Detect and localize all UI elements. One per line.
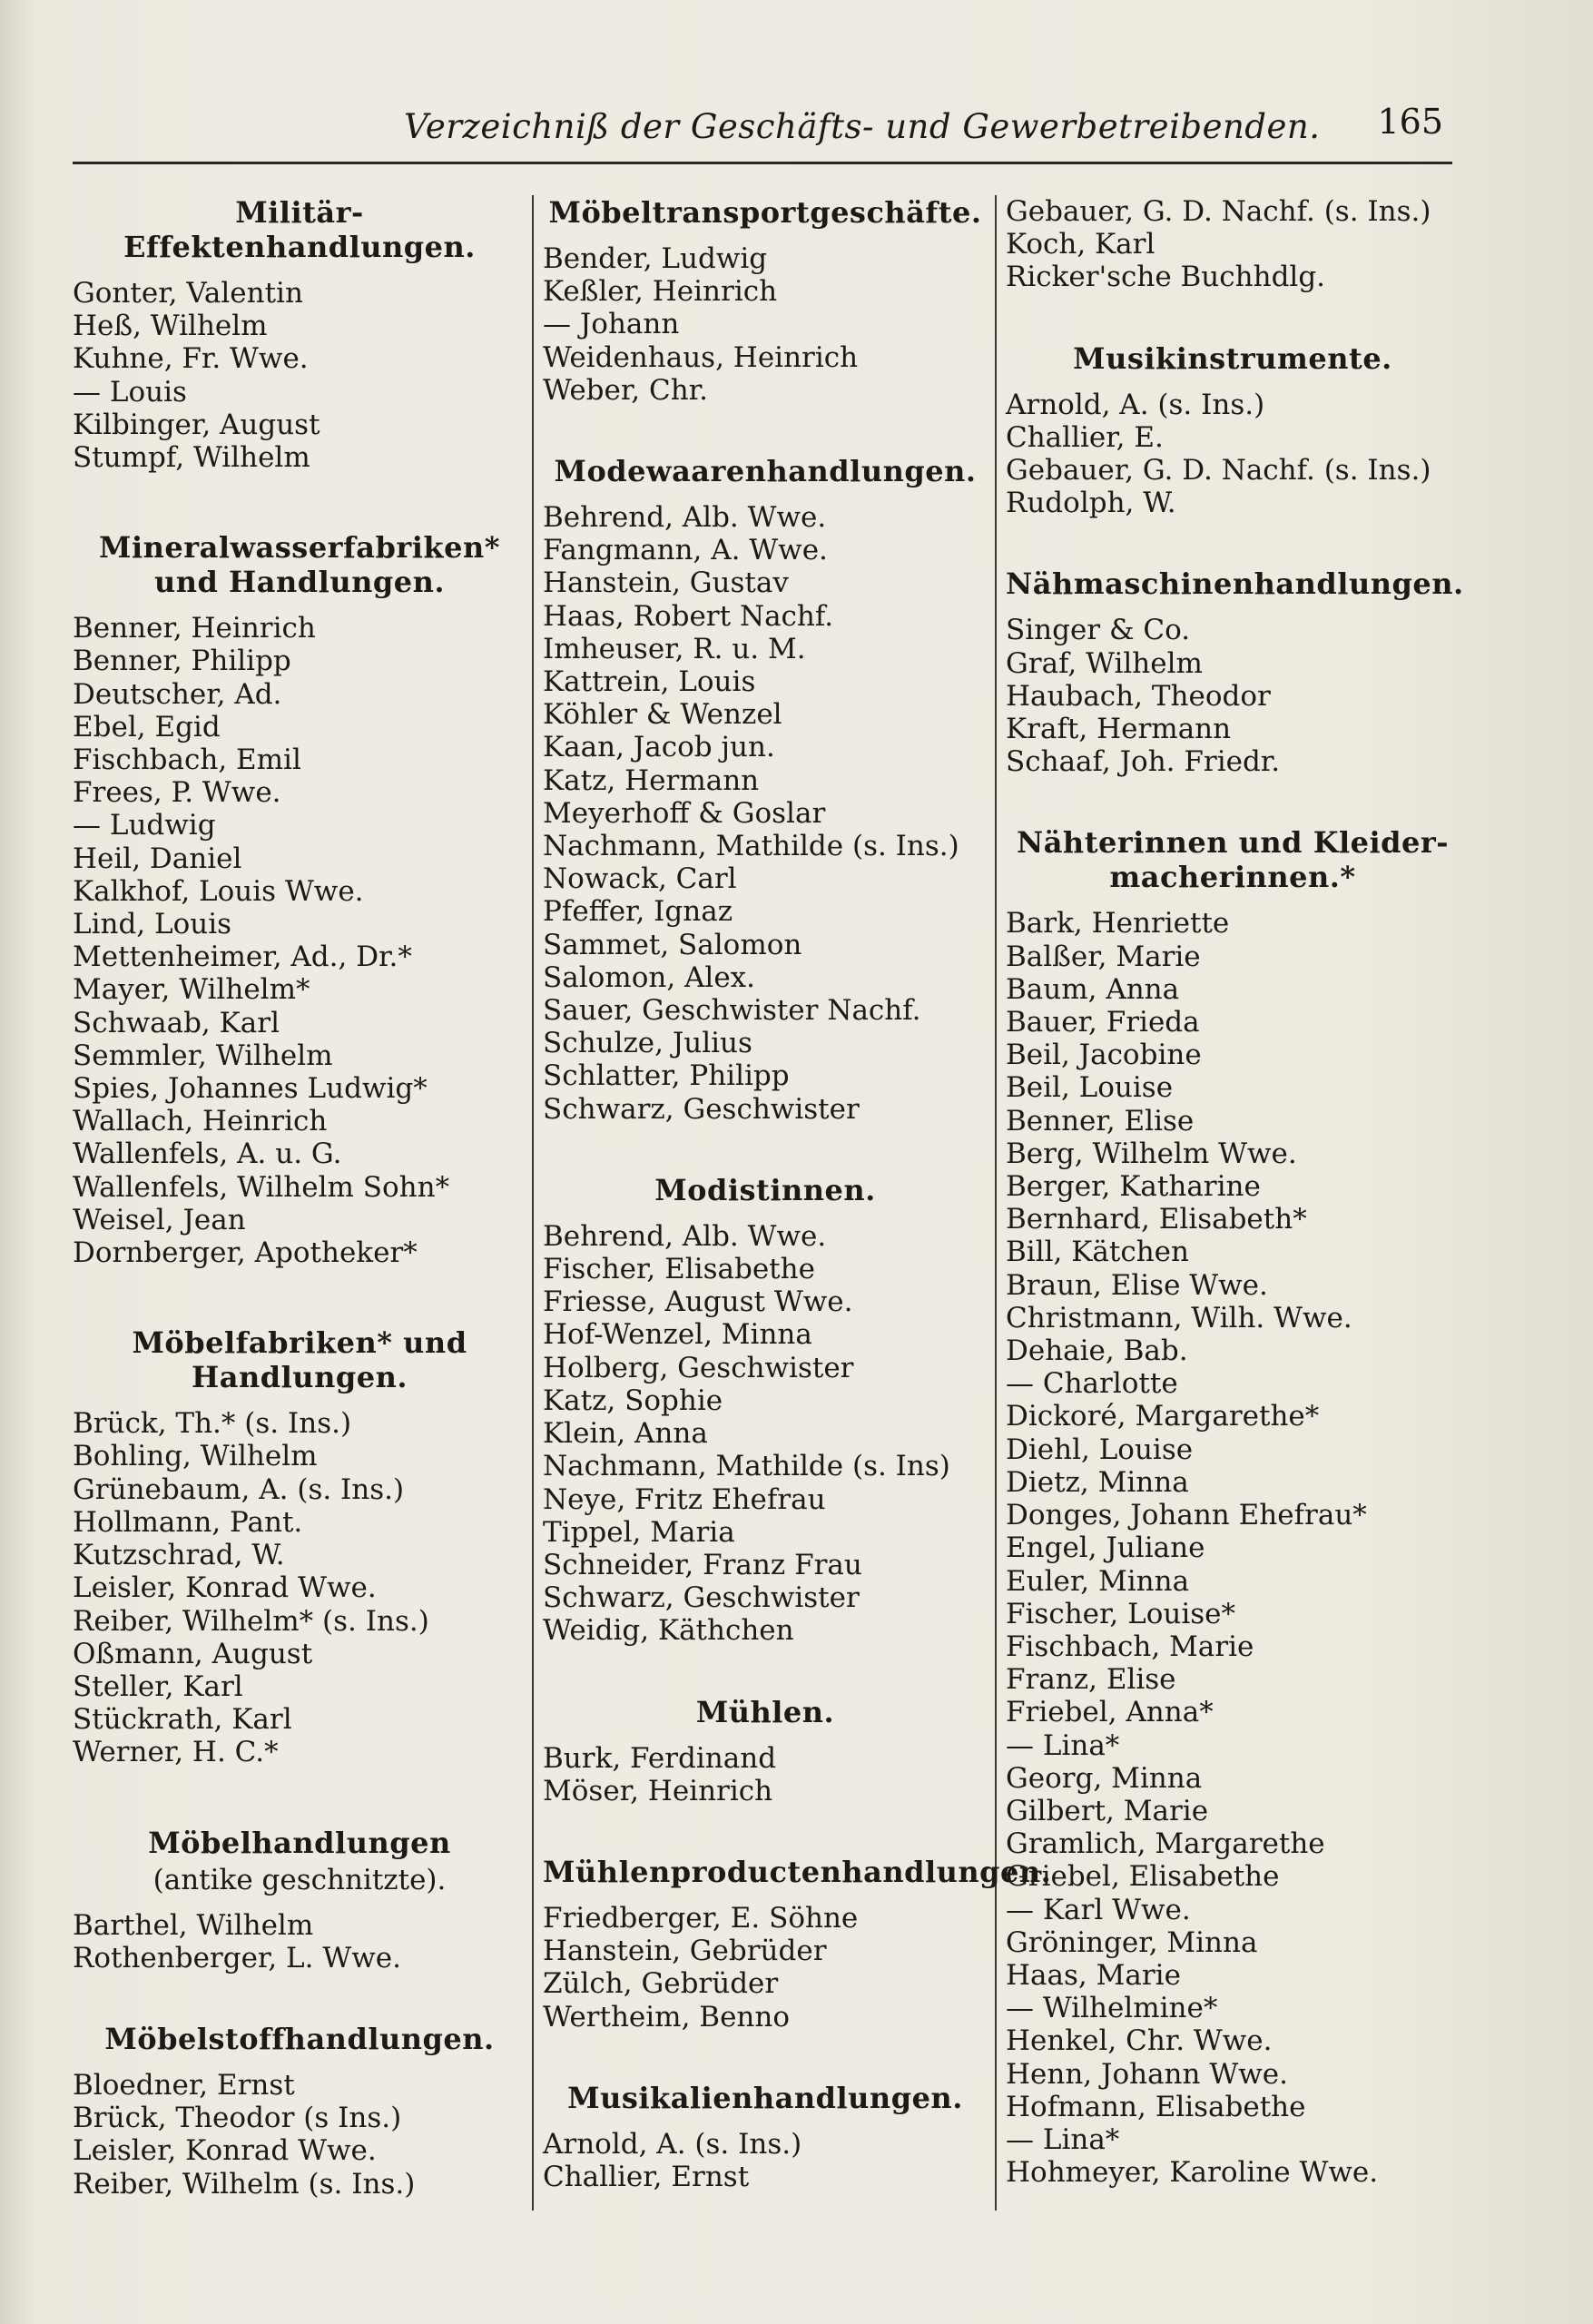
list-item: Lind, Louis bbox=[73, 908, 232, 941]
section-moebelhandlungen bbox=[73, 1826, 526, 1974]
list-item: Weber, Chr. bbox=[543, 373, 708, 407]
list-item: — Johann bbox=[543, 308, 680, 341]
list-item: Bauer, Frieda bbox=[1006, 1006, 1200, 1039]
list-item: Dornberger, Apotheker* bbox=[73, 1236, 418, 1270]
list-item: Keßler, Heinrich bbox=[543, 275, 778, 309]
list-item: Wallach, Heinrich bbox=[73, 1105, 328, 1138]
list-item: Leisler, Konrad Wwe. bbox=[73, 2134, 377, 2168]
list-item: — Wilhelmine* bbox=[1006, 1992, 1218, 2025]
list-item: Berg, Wilhelm Wwe. bbox=[1006, 1137, 1297, 1170]
list-item: Kilbinger, August bbox=[73, 408, 320, 441]
list-item: Dehaie, Bab. bbox=[1006, 1334, 1188, 1368]
list-item: Gramlich, Margarethe bbox=[1006, 1827, 1325, 1861]
list-item: Balßer, Marie bbox=[1006, 940, 1201, 973]
list-item: Euler, Minna bbox=[1006, 1564, 1190, 1598]
section-modistinnen bbox=[543, 1173, 988, 1648]
list-item: Stumpf, Wilhelm bbox=[73, 441, 310, 475]
list-item: Challier, Ernst bbox=[543, 2160, 750, 2193]
list-item: Dickoré, Margarethe* bbox=[1006, 1400, 1320, 1433]
header-rule bbox=[73, 162, 1452, 164]
list-item: Challier, E. bbox=[1006, 420, 1164, 454]
list-item: Barthel, Wilhelm bbox=[73, 1908, 314, 1942]
section-heading-cont: und Handlungen. bbox=[154, 565, 445, 600]
list-item: Rothenberger, L. Wwe. bbox=[73, 1941, 401, 1974]
list-item: Mettenheimer, Ad., Dr.* bbox=[73, 940, 412, 974]
list-item: Friebel, Anna* bbox=[1006, 1696, 1214, 1729]
list-item: Oßmann, August bbox=[73, 1637, 313, 1670]
section-moebeltransport bbox=[543, 195, 988, 407]
list-item: Engel, Juliane bbox=[1006, 1531, 1205, 1565]
list-item: Holberg, Geschwister bbox=[543, 1351, 854, 1384]
list-item: Donges, Johann Ehefrau* bbox=[1006, 1499, 1367, 1532]
list-item: Semmler, Wilhelm bbox=[73, 1039, 333, 1072]
list-item: Frees, P. Wwe. bbox=[73, 776, 281, 810]
list-item: Gebauer, G. D. Nachf. (s. Ins.) bbox=[1006, 195, 1431, 228]
list-item: Schaaf, Joh. Friedr. bbox=[1006, 745, 1281, 779]
section-heading-cont: Handlungen. bbox=[192, 1360, 408, 1395]
list-item: Hanstein, Gebrüder bbox=[543, 1935, 827, 1968]
list-item: Gröninger, Minna bbox=[1006, 1925, 1258, 1959]
list-item: Salomon, Alex. bbox=[543, 960, 756, 994]
list-item: Haas, Marie bbox=[1006, 1958, 1181, 1992]
list-item: Fischbach, Marie bbox=[1006, 1630, 1254, 1663]
section-heading: Mühlen. bbox=[695, 1694, 835, 1729]
list-item: Graf, Wilhelm bbox=[1006, 646, 1203, 680]
section-modewaaren bbox=[543, 454, 988, 1126]
list-item: Haas, Robert Nachf. bbox=[543, 599, 834, 633]
section-moebelfabriken bbox=[73, 1325, 526, 1768]
column-divider bbox=[995, 195, 997, 2211]
list-item: Weidig, Käthchen bbox=[543, 1614, 794, 1648]
list-item: Brück, Th.* (s. Ins.) bbox=[73, 1407, 352, 1441]
section-musikalien-cont bbox=[1006, 195, 1460, 294]
list-item: Friesse, August Wwe. bbox=[543, 1285, 853, 1319]
running-title: Verzeichniß der Geschäfts- und Gewerbetreibenden. bbox=[404, 107, 1321, 146]
page-number: 165 bbox=[1377, 102, 1443, 142]
list-item: Bender, Ludwig bbox=[543, 242, 768, 275]
column-right bbox=[1006, 195, 1464, 2220]
list-item: Katz, Hermann bbox=[543, 763, 760, 797]
list-item: — Louis bbox=[73, 375, 187, 409]
section-heading: Möbelstoffhandlungen. bbox=[104, 2021, 495, 2056]
list-item: Gonter, Valentin bbox=[73, 277, 303, 310]
list-item: Nowack, Carl bbox=[543, 862, 737, 896]
list-item: Burk, Ferdinand bbox=[543, 1741, 777, 1775]
list-item: Kaan, Jacob jun. bbox=[543, 731, 775, 764]
page-header bbox=[73, 98, 1452, 153]
list-item: Schwarz, Geschwister bbox=[543, 1581, 860, 1615]
list-item: Schlatter, Philipp bbox=[543, 1059, 790, 1093]
list-item: Reiber, Wilhelm (s. Ins.) bbox=[73, 2167, 416, 2201]
list-item: Henn, Johann Wwe. bbox=[1006, 2057, 1288, 2091]
column-divider bbox=[532, 195, 534, 2211]
list-item: Werner, H. C.* bbox=[73, 1736, 279, 1769]
list-item: Hollmann, Pant. bbox=[73, 1505, 303, 1539]
list-item: Fischer, Elisabethe bbox=[543, 1253, 815, 1286]
section-naehmaschinen bbox=[1006, 566, 1464, 779]
list-item: Hanstein, Gustav bbox=[543, 566, 789, 600]
list-item: Stückrath, Karl bbox=[73, 1703, 292, 1737]
list-item: — Charlotte bbox=[1006, 1367, 1178, 1401]
list-item: Behrend, Alb. Wwe. bbox=[543, 1219, 827, 1253]
list-item: Braun, Elise Wwe. bbox=[1006, 1268, 1268, 1302]
section-moebelstoff bbox=[73, 2022, 526, 2201]
section-heading: Mineralwasserfabriken* bbox=[99, 530, 500, 566]
list-item: Fangmann, A. Wwe. bbox=[543, 534, 828, 567]
list-item: Fischbach, Emil bbox=[73, 743, 301, 777]
list-item: Schulze, Julius bbox=[543, 1027, 752, 1060]
list-item: Nachmann, Mathilde (s. Ins.) bbox=[543, 830, 959, 863]
list-item: Kuhne, Fr. Wwe. bbox=[73, 342, 309, 376]
list-item: Ricker'sche Buchhdlg. bbox=[1006, 261, 1326, 294]
list-item: Singer & Co. bbox=[1006, 614, 1191, 647]
list-item: Spies, Johannes Ludwig* bbox=[73, 1072, 428, 1106]
section-musikalien bbox=[543, 2081, 988, 2193]
list-item: Reiber, Wilhelm* (s. Ins.) bbox=[73, 1604, 429, 1638]
column-left bbox=[73, 195, 526, 2220]
list-item: Arnold, A. (s. Ins.) bbox=[543, 2127, 802, 2161]
list-item: Bill, Kätchen bbox=[1006, 1236, 1189, 1269]
list-item: Arnold, A. (s. Ins.) bbox=[1006, 388, 1265, 421]
list-item: — Lina* bbox=[1006, 2122, 1120, 2156]
list-item: Rudolph, W. bbox=[1006, 487, 1176, 520]
list-item: — Karl Wwe. bbox=[1006, 1893, 1191, 1926]
list-item: Christmann, Wilh. Wwe. bbox=[1006, 1301, 1352, 1334]
list-item: Imheuser, R. u. M. bbox=[543, 632, 806, 665]
section-heading: Mühlenproductenhandlungen. bbox=[543, 1854, 1052, 1889]
list-item: Weidenhaus, Heinrich bbox=[543, 340, 859, 374]
list-item: Neye, Fritz Ehefrau bbox=[543, 1482, 826, 1516]
list-item: Grünebaum, A. (s. Ins.) bbox=[73, 1472, 405, 1506]
list-item: Köhler & Wenzel bbox=[543, 698, 782, 732]
list-item: Beil, Louise bbox=[1006, 1071, 1174, 1105]
list-item: Benner, Elise bbox=[1006, 1104, 1195, 1137]
list-item: Dietz, Minna bbox=[1006, 1465, 1189, 1499]
column-middle bbox=[543, 195, 1052, 2220]
list-item: Katz, Sophie bbox=[543, 1384, 723, 1417]
list-item: Brück, Theodor (s Ins.) bbox=[73, 2102, 402, 2135]
section-muehlenproducten bbox=[543, 1854, 1052, 2034]
list-item: Benner, Philipp bbox=[73, 645, 291, 678]
section-heading: Nähmaschinenhandlungen. bbox=[1006, 566, 1464, 602]
list-item: Bohling, Wilhelm bbox=[73, 1440, 318, 1473]
section-militaer-effekten bbox=[73, 195, 526, 474]
list-item: Mayer, Wilhelm* bbox=[73, 973, 310, 1007]
list-item: Leisler, Konrad Wwe. bbox=[73, 1571, 377, 1605]
list-item: Henkel, Chr. Wwe. bbox=[1006, 2024, 1273, 2058]
list-item: Behrend, Alb. Wwe. bbox=[543, 501, 827, 535]
list-item: Friedberger, E. Söhne bbox=[543, 1901, 859, 1935]
list-item: Benner, Heinrich bbox=[73, 612, 316, 645]
list-item: Hohmeyer, Karoline Wwe. bbox=[1006, 2156, 1379, 2190]
list-item: Tippel, Maria bbox=[543, 1515, 735, 1549]
section-naehterinnen bbox=[1006, 825, 1460, 2189]
list-item: Griebel, Elisabethe bbox=[1006, 1860, 1280, 1894]
list-item: Franz, Elise bbox=[1006, 1663, 1176, 1697]
section-heading: Möbeltransportgeschäfte. bbox=[548, 195, 982, 230]
list-item: Beil, Jacobine bbox=[1006, 1039, 1202, 1072]
list-item: Heil, Daniel bbox=[73, 842, 242, 875]
list-item: Bloedner, Ernst bbox=[73, 2068, 295, 2102]
section-mineralwasser bbox=[73, 530, 526, 1269]
section-heading: Nähterinnen und Kleider- bbox=[1016, 825, 1450, 861]
section-heading: Möbelhandlungen bbox=[148, 1825, 451, 1860]
list-item: Wallenfels, Wilhelm Sohn* bbox=[73, 1170, 450, 1204]
list-item: Schneider, Franz Frau bbox=[543, 1548, 862, 1581]
list-item: Baum, Anna bbox=[1006, 972, 1180, 1006]
list-item: — Ludwig bbox=[73, 809, 216, 842]
list-item: Pfeffer, Ignaz bbox=[543, 895, 733, 929]
list-item: Georg, Minna bbox=[1006, 1761, 1203, 1795]
list-item: Möser, Heinrich bbox=[543, 1774, 773, 1807]
section-muehlen bbox=[543, 1695, 988, 1807]
list-item: Heß, Wilhelm bbox=[73, 310, 268, 343]
list-item: Meyerhoff & Goslar bbox=[543, 796, 826, 830]
list-item: Schwaab, Karl bbox=[73, 1006, 280, 1039]
section-heading: Musikinstrumente. bbox=[1073, 340, 1392, 376]
list-item: Hofmann, Elisabethe bbox=[1006, 2090, 1306, 2123]
list-item: Kalkhof, Louis Wwe. bbox=[73, 874, 364, 908]
list-item: Wertheim, Benno bbox=[543, 2000, 791, 2034]
list-item: Ebel, Egid bbox=[73, 710, 221, 743]
list-item: Diehl, Louise bbox=[1006, 1433, 1194, 1466]
list-item: Berger, Katharine bbox=[1006, 1170, 1261, 1204]
list-item: Koch, Karl bbox=[1006, 228, 1155, 261]
list-item: Kraft, Hermann bbox=[1006, 713, 1232, 746]
list-item: Sauer, Geschwister Nachf. bbox=[543, 994, 921, 1028]
list-item: Bernhard, Elisabeth* bbox=[1006, 1203, 1307, 1236]
section-heading: Möbelfabriken* und bbox=[132, 1325, 467, 1361]
list-item: Sammet, Salomon bbox=[543, 928, 802, 961]
section-musikinstrumente bbox=[1006, 341, 1460, 520]
section-heading: Militär-Effektenhandlungen. bbox=[123, 195, 476, 264]
list-item: Nachmann, Mathilde (s. Ins) bbox=[543, 1450, 950, 1483]
list-item: Gebauer, G. D. Nachf. (s. Ins.) bbox=[1006, 454, 1431, 487]
section-heading: Modistinnen. bbox=[654, 1172, 876, 1207]
list-item: Gilbert, Marie bbox=[1006, 1794, 1209, 1827]
section-heading: Modewaarenhandlungen. bbox=[554, 454, 977, 489]
list-item: Zülch, Gebrüder bbox=[543, 1967, 779, 2001]
list-item: Haubach, Theodor bbox=[1006, 679, 1271, 713]
section-heading: Musikalienhandlungen. bbox=[567, 2080, 963, 2115]
list-item: Kattrein, Louis bbox=[543, 665, 756, 699]
list-item: Fischer, Louise* bbox=[1006, 1597, 1236, 1630]
section-heading-cont: macherinnen.* bbox=[1109, 860, 1356, 895]
list-item: Kutzschrad, W. bbox=[73, 1539, 285, 1572]
list-item: Bark, Henriette bbox=[1006, 907, 1230, 940]
list-item: Weisel, Jean bbox=[73, 1203, 246, 1236]
list-item: Wallenfels, A. u. G. bbox=[73, 1137, 342, 1171]
list-item: — Lina* bbox=[1006, 1728, 1120, 1762]
list-item: Deutscher, Ad. bbox=[73, 677, 282, 711]
list-item: Steller, Karl bbox=[73, 1669, 243, 1703]
list-item: Schwarz, Geschwister bbox=[543, 1092, 860, 1126]
section-subheading: (antike geschnitzte). bbox=[152, 1863, 447, 1896]
list-item: Hof-Wenzel, Minna bbox=[543, 1318, 812, 1352]
list-item: Klein, Anna bbox=[543, 1417, 708, 1451]
